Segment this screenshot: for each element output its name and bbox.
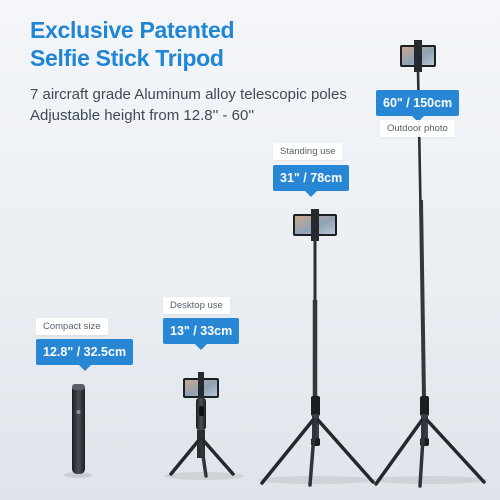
height-badge-compact: 12.8" / 32.5cm [36,339,133,365]
config-label-compact: Compact size [36,318,108,335]
shadow-outdoor [372,476,488,484]
config-label-desktop: Desktop use [163,297,230,314]
config-label-outdoor: Outdoor photo [380,120,455,137]
compact-stick [72,384,85,474]
config-label-standing: Standing use [273,143,342,160]
desktop-tripod [171,372,233,476]
feature-material: 7 aircraft grade Aluminum alloy telescopic poles [30,86,347,103]
standing-tripod [262,209,373,485]
height-badge-outdoor: 60" / 150cm [376,90,459,116]
height-badge-desktop: 13" / 33cm [163,318,239,344]
headline-line-1: Exclusive Patented [30,17,235,43]
shadow-standing [258,476,374,484]
feature-height-range: Adjustable height from 12.8'' - 60'' [30,107,255,124]
height-badge-standing: 31" / 78cm [273,165,349,191]
headline-line-2: Selfie Stick Tripod [30,45,224,71]
